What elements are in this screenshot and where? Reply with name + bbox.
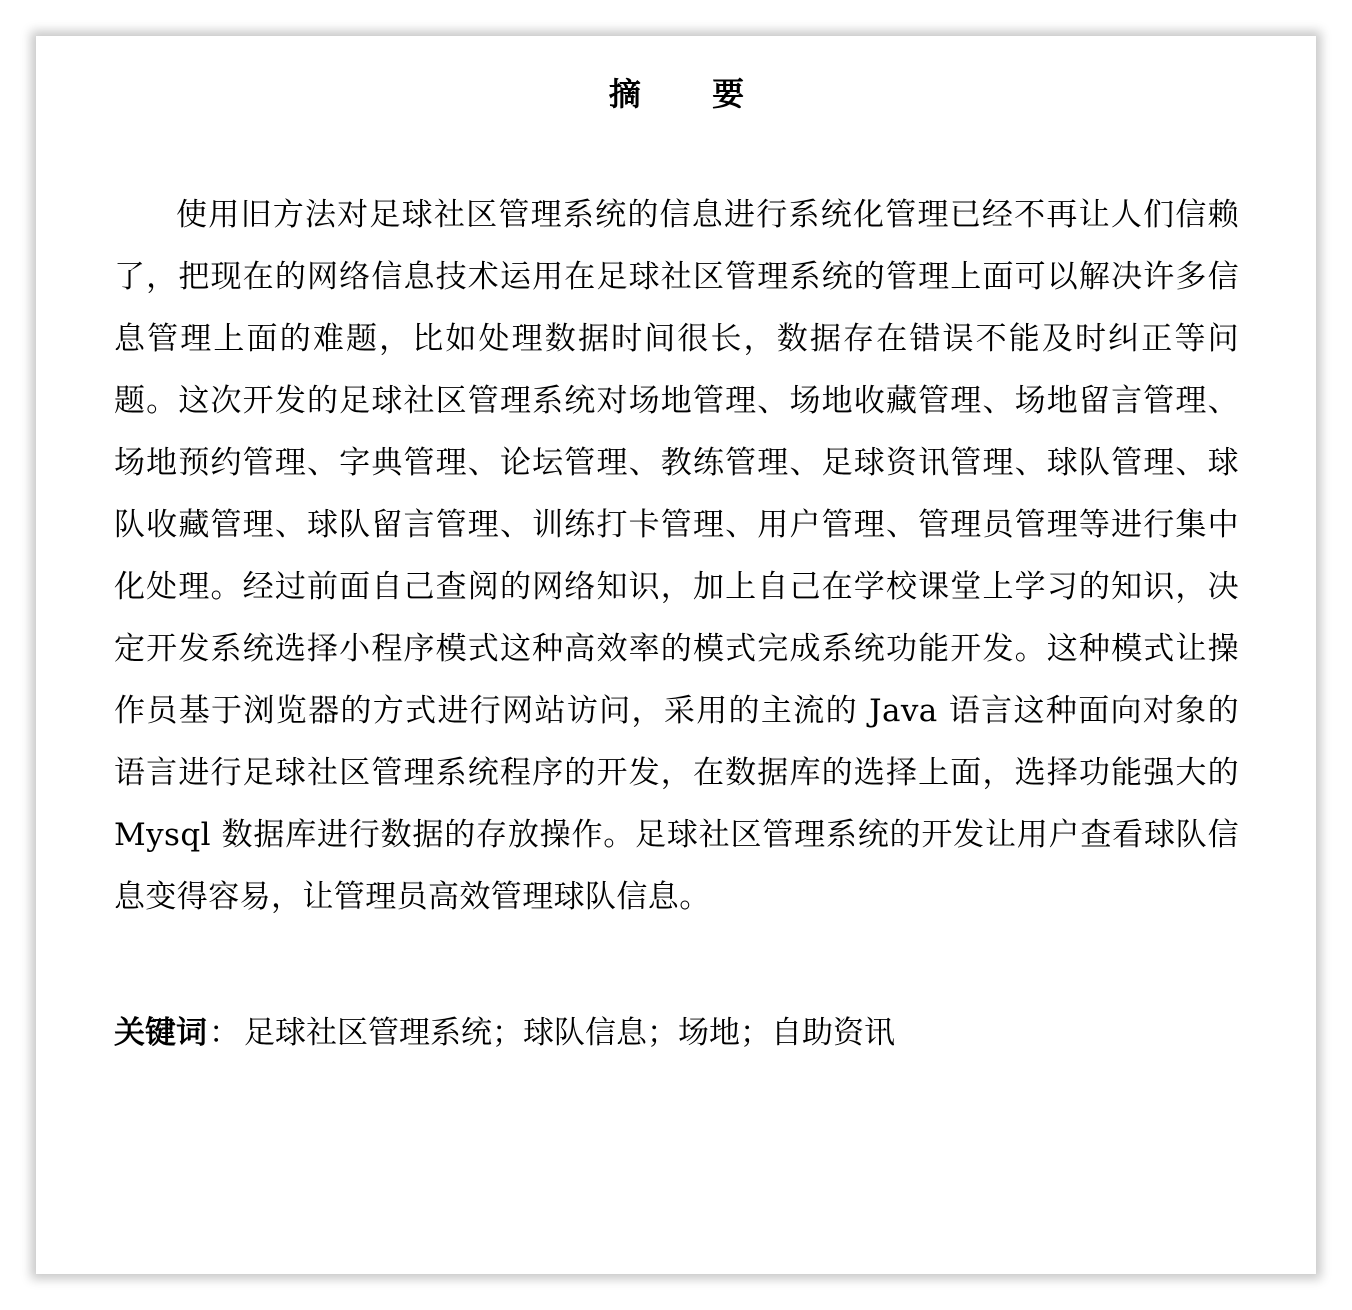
abstract-body: 使用旧方法对足球社区管理系统的信息进行系统化管理已经不再让人们信赖了，把现在的网络信息技术运用在足球社区管理系统的管理上面可以解决许多信息管理上面的难题，比如处理数据时间很长，数据存在错误不能及时纠正等问题。这次开发的足球社区管理系统对场地管理、场地收藏管理、场地留言管理、场地预约管理、字典管理、论坛管理、教练管理、足球资讯管理、球队管理、球队收藏管理、球队留言管理、训练打卡管理、用户管理、管理员管理等进行集中化处理。经过前面自己查阅的网络知识，加上自己在学校课堂上学习的知识，决定开发系统选择小程序模式这种高效率的模式完成系统功能开发。这种模式让操作员基于浏览器的方式进行网站访问，采用的主流的 Java 语言这种面向对象的语言进行足球社区管理系统程序的开发，在数据库的选择上面，选择功能强大的 Mysql 数据库进行数据的存放操作。足球社区管理系统的开发让用户查看球队信息变得容易，让管理员高效管理球队信息。 [114, 197, 1239, 915]
keywords-label: 关键词 [114, 1015, 207, 1051]
document-page [36, 36, 1316, 1274]
abstract-title: 摘 要 [608, 75, 775, 113]
keywords-separator: ： [209, 1015, 240, 1051]
keywords-line [114, 1002, 1239, 1064]
keywords-list: 足球社区管理系统；球队信息；场地；自助资讯 [244, 1015, 895, 1051]
